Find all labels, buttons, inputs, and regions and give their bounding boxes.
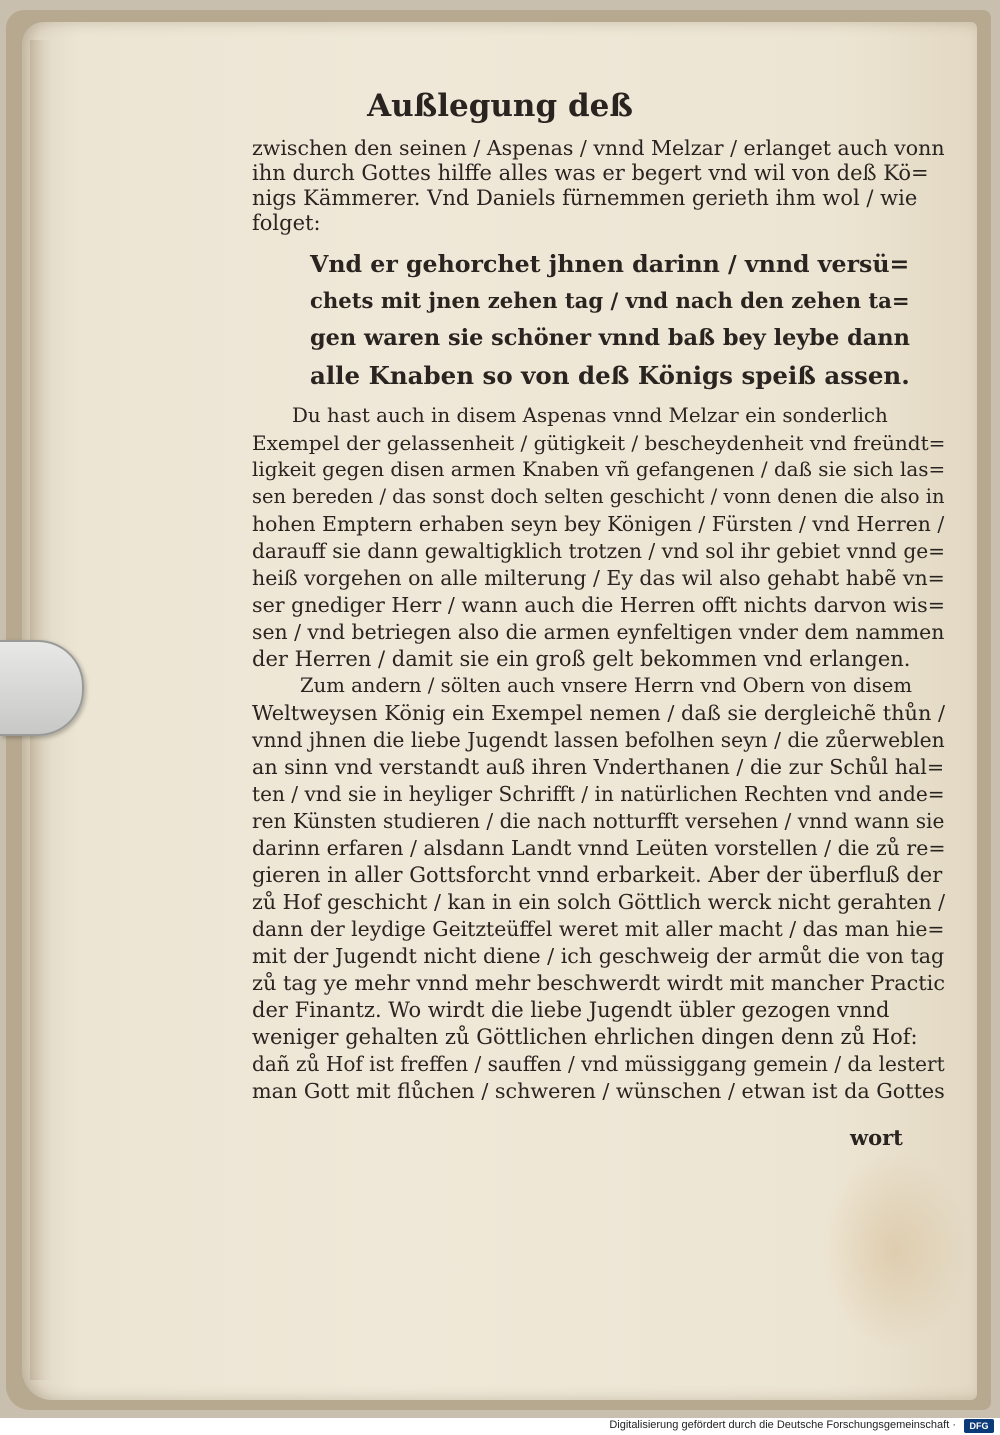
commentary-line: dañ zů Hof ist freffen / sauffen / vnd müssiggang gemein / da lestert <box>252 1052 945 1076</box>
scripture-line: chets mit jnen zehen tag / vnd nach den zehen ta= <box>310 288 910 313</box>
commentary-line: ten / vnd sie in heyliger Schrifft / in natürlichen Rechten vnd ande= <box>252 782 945 806</box>
commentary-line: Zum andern / sölten auch vnsere Herrn vnd Obern von disem <box>300 674 912 697</box>
commentary-line: ligkeit gegen disen armen Knaben vñ gefangenen / daß sie sich las= <box>252 457 946 481</box>
commentary-line: sen bereden / das sonst doch selten geschicht / vonn denen die also in <box>252 485 945 508</box>
commentary-line: der Herren / damit sie ein groß gelt bekommen vnd erlangen. <box>252 647 911 671</box>
commentary-line: gieren in aller Gottsforcht vnnd erbarkeit. Aber der überfluß der <box>252 863 943 887</box>
commentary-line: Weltweysen König ein Exempel nemen / daß sie dergleichẽ thůn / <box>252 701 946 725</box>
intro-line: zwischen den seinen / Aspenas / vnnd Melzar / erlanget auch vonn <box>252 136 945 160</box>
commentary-line: man Gott mit flůchen / schweren / wünschen / etwan ist da Gottes <box>252 1079 945 1103</box>
commentary-line: weniger gehalten zů Göttlichen ehrlichen dingen denn zů Hof: <box>252 1025 918 1049</box>
commentary-line: der Finantz. Wo wirdt die liebe Jugendt übler gezogen vnnd <box>252 998 890 1022</box>
commentary-line: heiß vorgehen on alle milterung / Ey das wil also gehabt habẽ vn= <box>252 566 945 590</box>
commentary-line: an sinn vnd verstandt auß ihren Vnderthanen / die zur Schůl hal= <box>252 755 945 779</box>
scripture-line: gen waren sie schöner vnnd baß bey leybe dann <box>310 325 910 351</box>
commentary-line: dann der leydige Geitzteüffel weret mit aller macht / das man hie= <box>252 917 945 941</box>
intro-line: folget: <box>252 211 321 235</box>
commentary-line: hohen Emptern erhaben seyn bey Königen / Fürsten / vnd Herren / <box>252 512 945 536</box>
intro-line: nigs Kämmerer. Vnd Daniels fürnemmen gerieth ihm wol / wie <box>252 186 918 210</box>
scripture-line: Vnd er gehorchet jhnen darinn / vnnd versü= <box>310 250 910 278</box>
catchword: wort <box>850 1125 903 1150</box>
commentary-line: darinn erfaren / alsdann Landt vnnd Leüten vorstellen / die zů re= <box>252 836 946 860</box>
footer <box>0 1418 1000 1435</box>
intro-line: ihn durch Gottes hilffe alles was er begert vnd wil von deß Kö= <box>252 161 929 185</box>
commentary-line: ser gnediger Herr / wann auch die Herren offt nichts darvon wis= <box>252 593 945 617</box>
commentary-line: mit der Jugendt nicht diene / ich geschweig der armůt die von tag <box>252 944 945 968</box>
scripture-line: alle Knaben so von deß Königs speiß assen. <box>310 361 910 390</box>
commentary-line: Du hast auch in disem Aspenas vnnd Melzar ein sonderlich <box>292 404 888 427</box>
commentary-line: Exempel der gelassenheit / gütigkeit / bescheydenheit vnd freündt= <box>252 431 946 455</box>
footer-credit: Digitalisierung gefördert durch die Deutsche Forschungsgemeinschaft · <box>609 1419 956 1431</box>
commentary-line: darauff sie dann gewaltigklich trotzen / vnd sol ihr gebiet vnnd ge= <box>252 539 946 563</box>
commentary-line: sen / vnd betriegen also die armen eynfeltigen vnder dem nammen <box>252 620 945 644</box>
commentary-line: ren Künsten studieren / die nach notturfft versehen / vnnd wann sie <box>252 809 945 833</box>
commentary-line: zů tag ye mehr vnnd mehr beschwerdt wirdt mit mancher Practic <box>252 971 945 995</box>
commentary-line: vnnd jhnen die liebe Jugendt lassen befolhen seyn / die zůerweblen <box>252 728 945 752</box>
commentary-line: zů Hof geschicht / kan in ein solch Göttlich werck nicht gerahten / <box>252 890 946 914</box>
running-head: Außlegung deß <box>367 88 633 124</box>
dfg-logo: DFG <box>964 1419 994 1433</box>
